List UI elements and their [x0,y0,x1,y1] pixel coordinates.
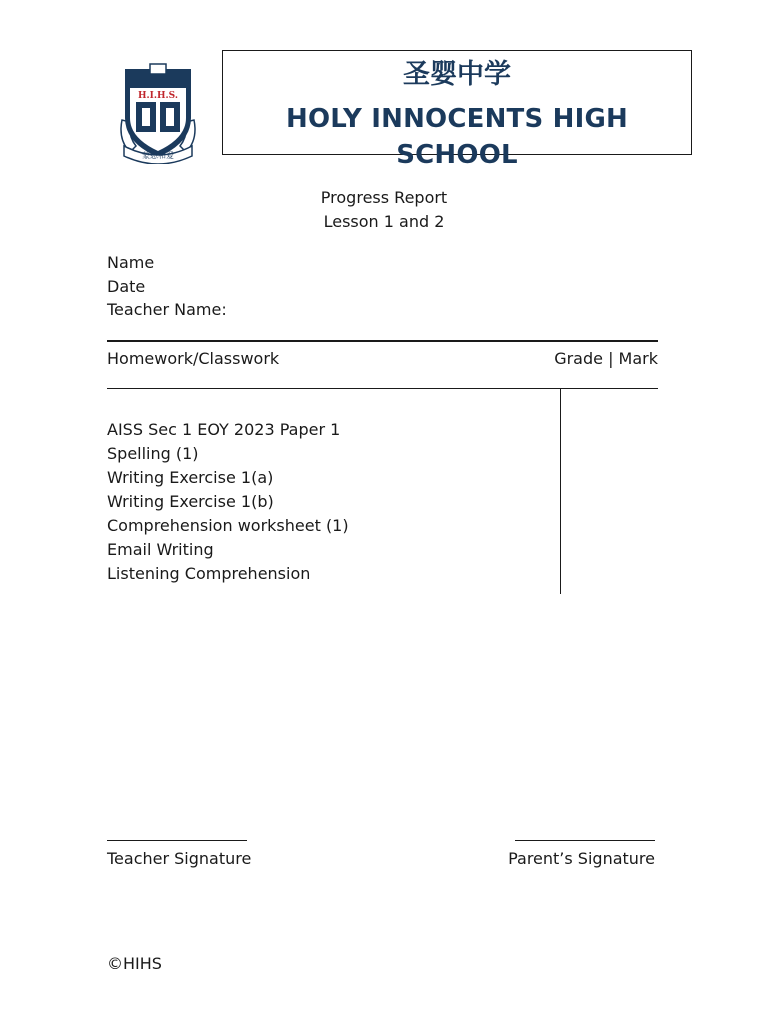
svg-text:H.I.H.S.: H.I.H.S. [138,91,178,101]
list-item: AISS Sec 1 EOY 2023 Paper 1 [107,420,341,439]
svg-text:蒙恩和爱: 蒙恩和爱 [142,151,174,160]
date-label: Date [107,277,146,296]
parent-signature-line [515,840,655,841]
divider-thick [107,340,658,342]
report-title: Progress Report [320,188,448,207]
grade-column-divider [560,389,561,594]
school-crest-logo [116,60,200,164]
teacher-name-label: Teacher Name: [107,300,227,319]
column-header-work: Homework/Classwork [107,349,280,368]
work-items-list [107,420,349,588]
list-item: Writing Exercise 1(a) [107,468,274,487]
copyright-footer: ©HIHS [107,954,162,973]
report-subtitle: Lesson 1 and 2 [323,212,445,231]
parent-signature-label: Parent’s Signature [508,849,655,868]
name-label: Name [107,253,155,272]
list-item: Comprehension worksheet (1) [107,516,349,535]
list-item: Email Writing [107,540,214,559]
list-item: Listening Comprehension [107,564,311,583]
teacher-signature-line [107,840,247,841]
list-item: Writing Exercise 1(b) [107,492,274,511]
school-name-english: HOLY INNOCENTS HIGH SCHOOL [285,104,628,170]
divider-thin [107,388,658,389]
school-name-box [222,50,692,170]
column-header-grade: Grade | Mark [554,349,658,368]
teacher-signature-label: Teacher Signature [107,849,252,868]
list-item: Spelling (1) [107,444,199,463]
school-name-chinese: 圣婴中学 [403,59,511,90]
